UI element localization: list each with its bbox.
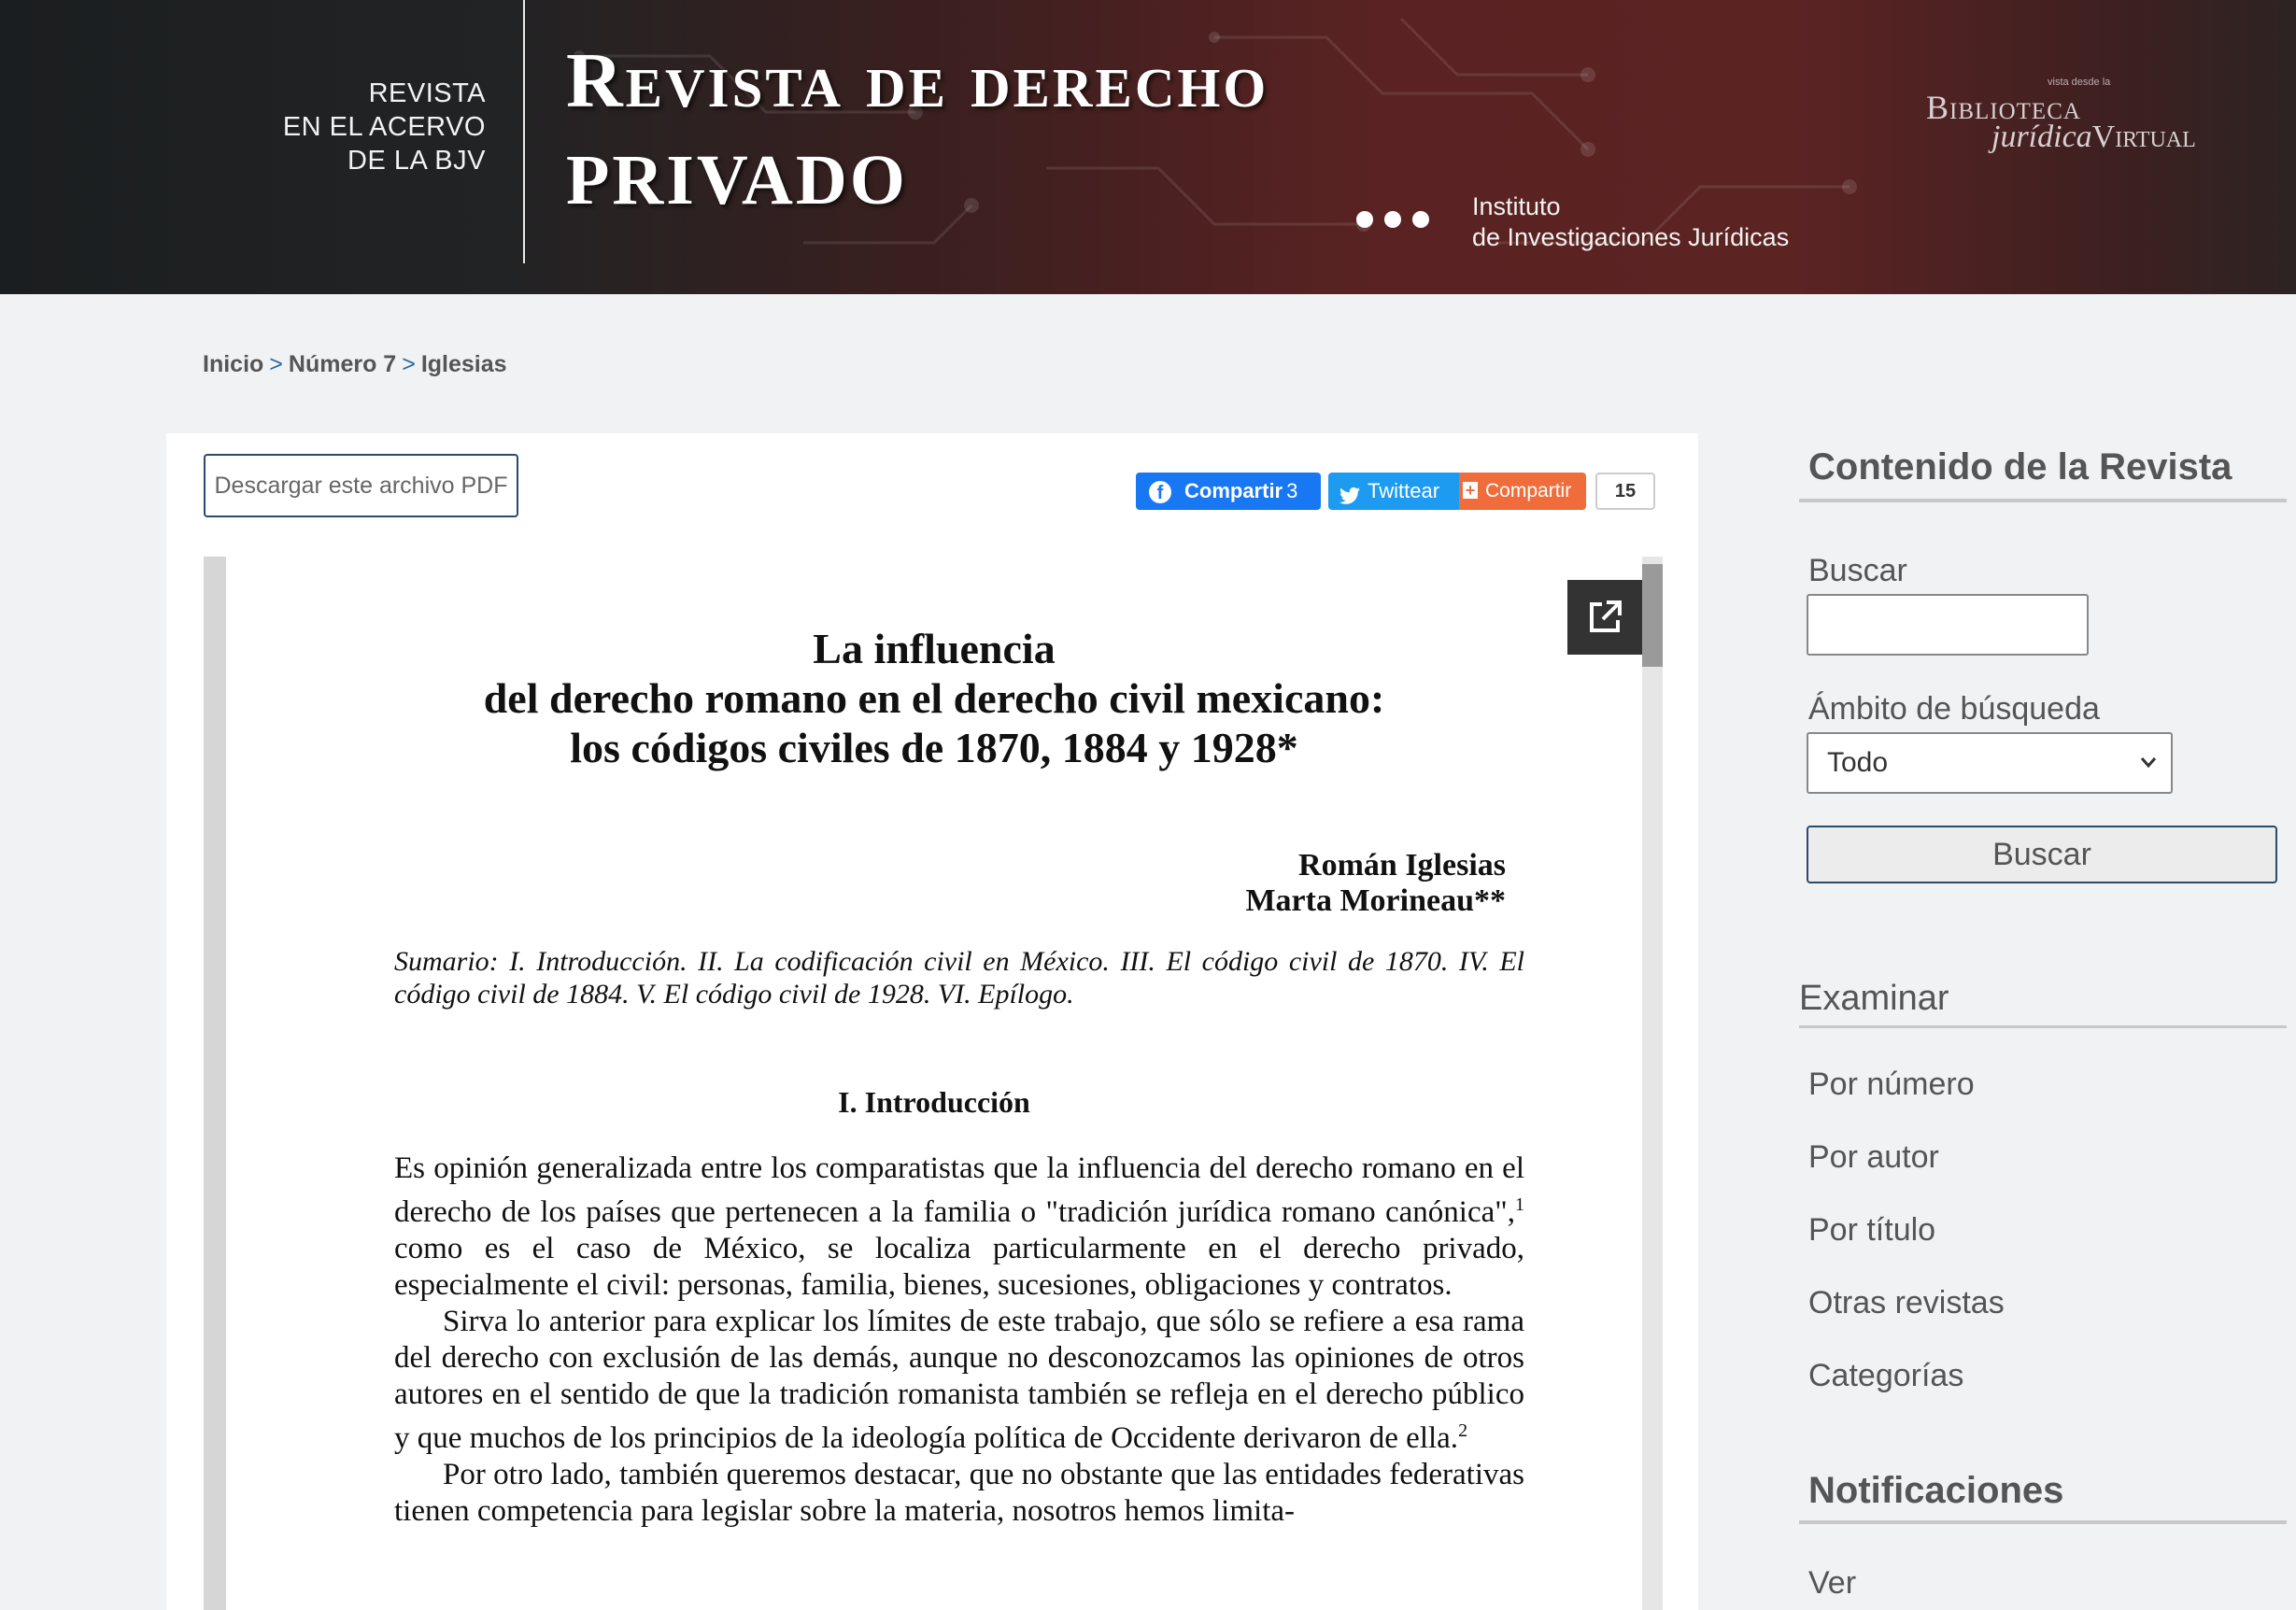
article-authors: Román Iglesias Marta Morineau** <box>1245 848 1506 918</box>
paragraph: Es opinión generalizada entre los comparatistas que la influencia del derecho romano en el derecho de los países que pertenecen a la familia o "tradición jurídica romano canónica",$^1$ como es el caso de México, se localiza particularmente en el derecho privado, especialmente el civil: personas, familia, bienes, sucesiones, obligaciones y contratos. <box>394 1151 1524 1302</box>
journal-subtitle[interactable]: PRIVADO <box>566 141 908 219</box>
divider <box>1799 1025 2287 1028</box>
search-scope-value: Todo <box>1827 747 1889 778</box>
breadcrumb-current: Iglesias <box>420 351 507 377</box>
generic-share-label: Compartir <box>1485 480 1572 501</box>
institute-name: Instituto de Investigaciones Jurídicas <box>1472 192 1790 251</box>
pdf-viewer[interactable] <box>204 557 1663 1610</box>
paragraph: Por otro lado, también queremos destacar, que no obstante que las entidades federativas tienen competencia para legislar sobre la materia, nosotros hemos limita- <box>394 1458 1524 1528</box>
acervo-label: REVISTA EN EL ACERVO DE LA BJV <box>282 78 486 176</box>
generic-share-button[interactable] <box>1459 473 1586 510</box>
pdf-scrollbar[interactable] <box>1642 557 1663 1610</box>
browse-by-issue-link[interactable]: Por número <box>1808 1066 1975 1102</box>
search-input[interactable] <box>1807 594 2089 656</box>
bjv-juridica: jurídica <box>1991 120 2092 154</box>
breadcrumb <box>203 351 507 378</box>
search-scope-label: Ámbito de búsqueda <box>1808 691 2100 727</box>
article-card <box>166 433 1698 1610</box>
header-banner <box>0 0 2296 294</box>
breadcrumb-separator: > <box>269 351 283 377</box>
other-journals-link[interactable]: Otras revistas <box>1808 1285 2005 1320</box>
breadcrumb-issue[interactable]: Número 7 <box>288 351 397 377</box>
section-heading: I. Introducción <box>838 1085 1030 1119</box>
facebook-share-button[interactable] <box>1136 473 1321 510</box>
facebook-share-label: Compartir <box>1184 479 1283 502</box>
search-scope-select[interactable] <box>1807 732 2173 794</box>
breadcrumb-home[interactable]: Inicio <box>203 351 264 377</box>
twitter-share-button[interactable] <box>1328 473 1459 510</box>
download-pdf-button[interactable]: Descargar este archivo PDF <box>204 454 518 517</box>
paragraph: Sirva lo anterior para explicar los límites de este trabajo, que sólo se refiere a esa rama del derecho con exclusión de las demás, aunque no desconozcamos las opiniones de otros autores en el sentido de que la tradición romanista también se refleja en el derecho público y que muchos de los principios de la ideología política de Occidente derivaron de ella.$^2$ <box>394 1305 1524 1455</box>
article-title: La influencia del derecho romano en el derecho civil mexicano: los códigos civiles de 1870, 1884 y 1928* <box>483 625 1385 771</box>
sidebar-heading: Contenido de la Revista <box>1808 446 2232 487</box>
facebook-share-count: 3 <box>1286 479 1298 502</box>
footnote-ref[interactable]: 1 <box>1515 1194 1524 1215</box>
pdf-scrollbar-thumb[interactable] <box>1642 564 1663 667</box>
categories-link[interactable]: Categorías <box>1808 1358 1964 1393</box>
divider <box>1799 499 2287 502</box>
search-button[interactable]: Buscar <box>1807 826 2277 883</box>
search-label: Buscar <box>1808 553 1907 588</box>
footnote-ref[interactable]: 2 <box>1458 1420 1468 1441</box>
browse-by-title-link[interactable]: Por título <box>1808 1212 1936 1248</box>
article-summary: Sumario: I. Introducción. II. La codificación civil en México. III. El código civil de 1870. IV. El código civil de 1884. V. El código civil de 1928. VI. Epílogo. <box>394 946 1524 1010</box>
twitter-icon <box>1339 481 1360 518</box>
bjv-virtual: Virtual <box>2091 120 2196 154</box>
institute-logo-dots <box>1356 211 1440 233</box>
notifications-view-link[interactable]: Ver <box>1808 1565 1857 1601</box>
journal-title[interactable]: Revista de derecho <box>566 37 1269 124</box>
open-external-button[interactable] <box>1567 580 1642 655</box>
browse-heading: Examinar <box>1799 979 1949 1018</box>
twitter-share-label: Twittear <box>1368 479 1440 502</box>
banner-divider <box>523 0 525 263</box>
chevron-down-icon <box>2139 734 2158 814</box>
open-external-icon <box>1586 599 1623 636</box>
notifications-heading: Notificaciones <box>1808 1470 2064 1511</box>
browse-by-author-link[interactable]: Por autor <box>1808 1139 1939 1175</box>
divider <box>1799 1520 2287 1524</box>
article-body <box>394 1151 1524 1530</box>
share-count-badge: 15 <box>1595 473 1655 510</box>
pdf-page <box>226 557 1642 1610</box>
bjv-logo[interactable]: vista desde la Biblioteca jurídicaVirtual <box>1926 77 2196 154</box>
breadcrumb-separator: > <box>402 351 416 377</box>
facebook-icon: f <box>1149 481 1171 503</box>
plus-icon: + <box>1463 482 1478 499</box>
